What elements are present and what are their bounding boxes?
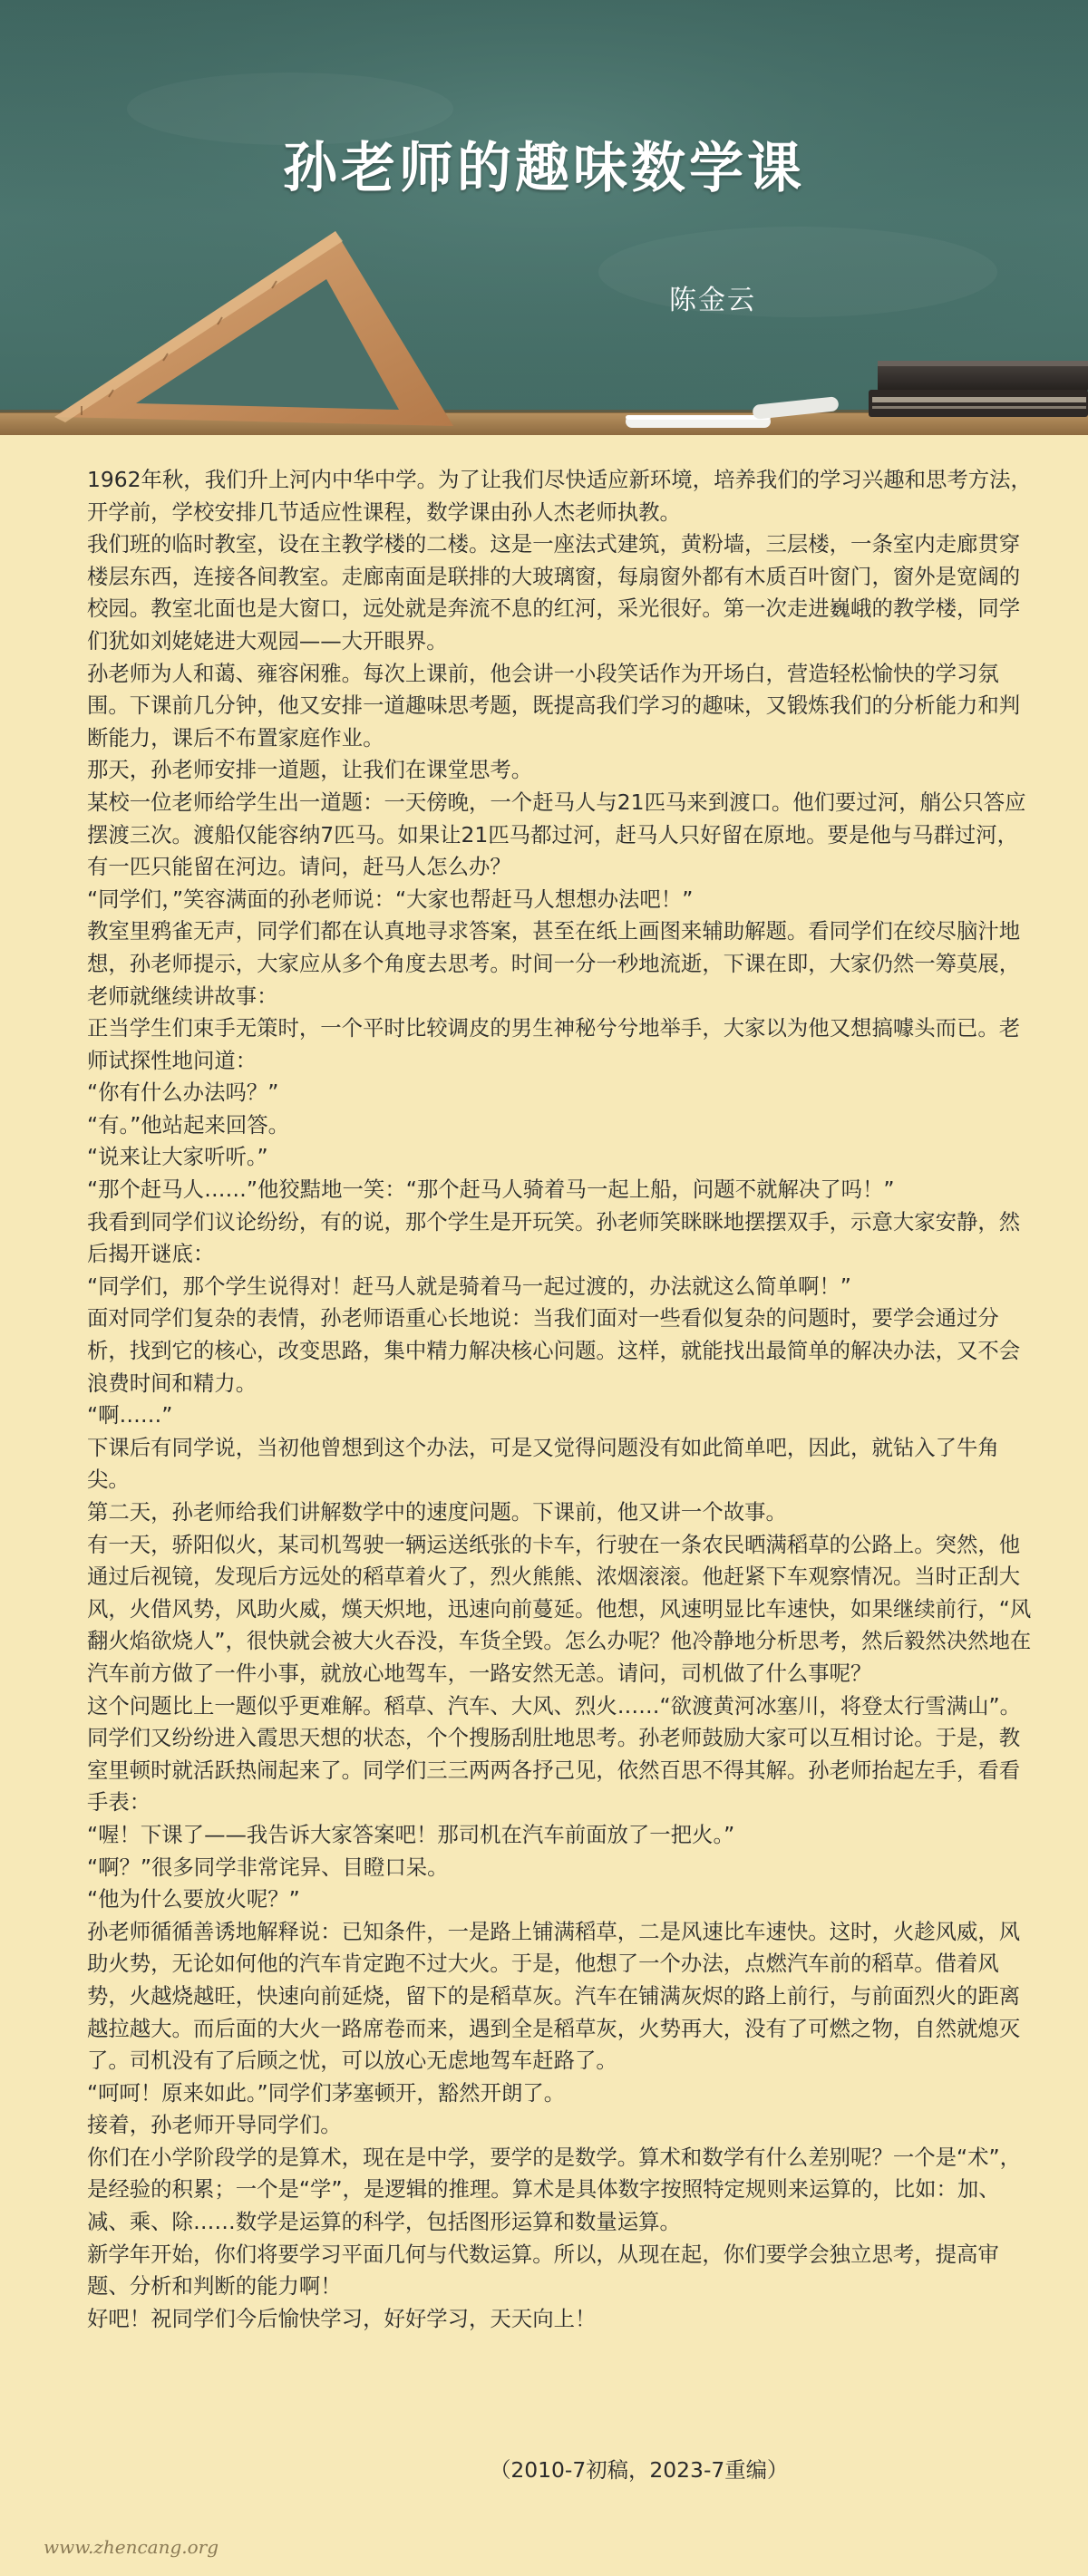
- paragraph: 某校一位老师给学生出一道题：一天傍晚，一个赶马人与21匹马来到渡口。他们要过河，艄公只答应摆渡三次。渡船仅能容纳7匹马。如果让21匹马都过河，赶马人只好留在原地。要是他与马群过河，有一匹只能留在河边。请问，赶马人怎么办？: [87, 789, 1026, 880]
- paragraph: 1962年秋，我们升上河内中华中学。为了让我们尽快适应新环境，培养我们的学习兴趣和思考方法，开学前，学校安排几节适应性课程，数学课由孙人杰老师执教。: [87, 467, 1032, 525]
- paragraph: “你有什么办法吗？”: [87, 1080, 279, 1106]
- paragraph: 下课后有同学说，当初他曾想到这个办法，可是又觉得问题没有如此简单吧，因此，就钻入了牛角尖。: [87, 1434, 999, 1493]
- paragraph: “啊……”: [87, 1402, 173, 1428]
- site-watermark: www.zhencang.org: [44, 2536, 219, 2558]
- paragraph: “有。”他站起来回答。: [87, 1111, 290, 1138]
- paragraph: “啊？”很多同学非常诧异、目瞪口呆。: [87, 1854, 449, 1880]
- paragraph: 好吧！祝同学们今后愉快学习，好好学习，天天向上！: [87, 2305, 597, 2331]
- article-body: [87, 464, 1037, 2335]
- paragraph: “那个赶马人……”他狡黠地一笑：“那个赶马人骑着马一起上船，问题不就解决了吗！”: [87, 1177, 895, 1203]
- paragraph: 教室里鸦雀无声，同学们都在认真地寻求答案，甚至在纸上画图来辅助解题。看同学们在绞尽脑汁地想，孙老师提示，大家应从多个角度去思考。时间一分一秒地流逝，下课在即，大家仍然一筹莫展，老师就继续讲故事：: [87, 918, 1021, 1009]
- book-stack-icon: [869, 361, 1088, 417]
- paragraph: “呵呵！原来如此。”同学们茅塞顿开，豁然开朗了。: [87, 2079, 566, 2106]
- draft-date-note: （2010-7初稿，2023-7重编）: [490, 2457, 789, 2483]
- paragraph: “同学们，”笑容满面的孙老师说：“大家也帮赶马人想想办法吧！”: [87, 886, 694, 912]
- paragraph: 那天，孙老师安排一道题，让我们在课堂思考。: [87, 757, 533, 783]
- paragraph: 接着，孙老师开导同学们。: [87, 2112, 342, 2138]
- paragraph: “他为什么要放火呢？”: [87, 1886, 300, 1913]
- chalkboard-illustration: [0, 0, 1088, 435]
- paragraph: “同学们，那个学生说得对！赶马人就是骑着马一起过渡的，办法就这么简单啊！”: [87, 1273, 851, 1299]
- paragraph: 孙老师循循善诱地解释说：已知条件，一是路上铺满稻草，二是风速比车速快。这时，火趁风威，风助火势，无论如何他的汽车肯定跑不过大火。于是，他想了一个办法，点燃汽车前的稻草。借着风势，火越烧越旺，快速向前延烧，留下的是稻草灰。汽车在铺满灰烬的路上前行，与前面烈火的距离越拉越大。而后面的大火一路席卷而来，遇到全是稻草灰，火势再大，没有了可燃之物，自然就熄灭了。司机没有了后顾之忧，可以放心无虑地驾车赶路了。: [87, 1918, 1021, 2074]
- paragraph: “喔！下课了——我告诉大家答案吧！那司机在汽车前面放了一把火。”: [87, 1821, 735, 1847]
- paragraph: 新学年开始，你们将要学习平面几何与代数运算。所以，从现在起，你们要学会独立思考，提高审题、分析和判断的能力啊！: [87, 2241, 999, 2300]
- page-title: 孙老师的趣味数学课: [283, 137, 805, 200]
- paragraph: 正当学生们束手无策时，一个平时比较调皮的男生神秘兮兮地举手，大家以为他又想搞噱头而已。老师试探性地问道：: [87, 1015, 1021, 1073]
- paragraph: 第二天，孙老师给我们讲解数学中的速度问题。下课前，他又讲一个故事。: [87, 1499, 787, 1525]
- paragraph: 孙老师为人和蔼、雍容闲雅。每次上课前，他会讲一小段笑话作为开场白，营造轻松愉快的学习氛围。下课前几分钟，他又安排一道趣味思考题，既提高我们学习的趣味，又锻炼我们的分析能力和判断能力，课后不布置家庭作业。: [87, 660, 1021, 751]
- paragraph: 面对同学们复杂的表情，孙老师语重心长地说：当我们面对一些看似复杂的问题时，要学会通过分析，找到它的核心，改变思路，集中精力解决核心问题。这样，就能找出最简单的解决办法，又不会浪费时间和精力。: [87, 1305, 1021, 1396]
- paragraph: 这个问题比上一题似乎更难解。稻草、汽车、大风、烈火……“欲渡黄河冰塞川，将登太行雪满山”。同学们又纷纷进入霞思天想的状态，个个搜肠刮肚地思考。孙老师鼓励大家可以互相讨论。于是，教室里顿时就活跃热闹起来了。同学们三三两两各抒己见，依然百思不得其解。孙老师抬起左手，看看手表：: [87, 1692, 1022, 1816]
- paragraph: 我们班的临时教室，设在主教学楼的二楼。这是一座法式建筑，黄粉墙，三层楼，一条室内走廊贯穿楼层东西，连接各间教室。走廊南面是联排的大玻璃窗，每扇窗外都有木质百叶窗门，窗外是宽阔的校园。教室北面也是大窗口，远处就是奔流不息的红河，采光很好。第一次走进巍峨的教学楼，同学们犹如刘姥姥进大观园——大开眼界。: [87, 531, 1021, 654]
- paragraph: 有一天，骄阳似火，某司机驾驶一辆运送纸张的卡车，行驶在一条农民晒满稻草的公路上。突然，他通过后视镜，发现后方远处的稻草着火了，烈火熊熊、浓烟滚滚。他赶紧下车观察情况。当时正刮大风，火借风势，风助火威，熯天炽地，迅速向前蔓延。他想，风速明显比车速快，如果继续前行，“风翻火焰欲烧人”，很快就会被大火吞没，车货全毁。怎么办呢？他冷静地分析思考，然后毅然决然地在汽车前方做了一件小事，就放心地驾车，一路安然无恙。请问，司机做了什么事呢？: [87, 1531, 1032, 1686]
- paragraph: “说来让大家听听。”: [87, 1144, 268, 1170]
- paragraph: 你们在小学阶段学的是算术，现在是中学，要学的是数学。算术和数学有什么差别呢？一个是“术”，是经验的积累；一个是“学”，是逻辑的推理。算术是具体数字按照特定规则来运算的，比如：加、减、乘、除……数学是运算的科学，包括图形运算和数量运算。: [87, 2144, 1022, 2235]
- paragraph: 我看到同学们议论纷纷，有的说，那个学生是开玩笑。孙老师笑眯眯地摆摆双手，示意大家安静，然后揭开谜底：: [87, 1208, 1021, 1267]
- author-name: 陈金云: [669, 285, 756, 316]
- header-banner: [0, 0, 1088, 435]
